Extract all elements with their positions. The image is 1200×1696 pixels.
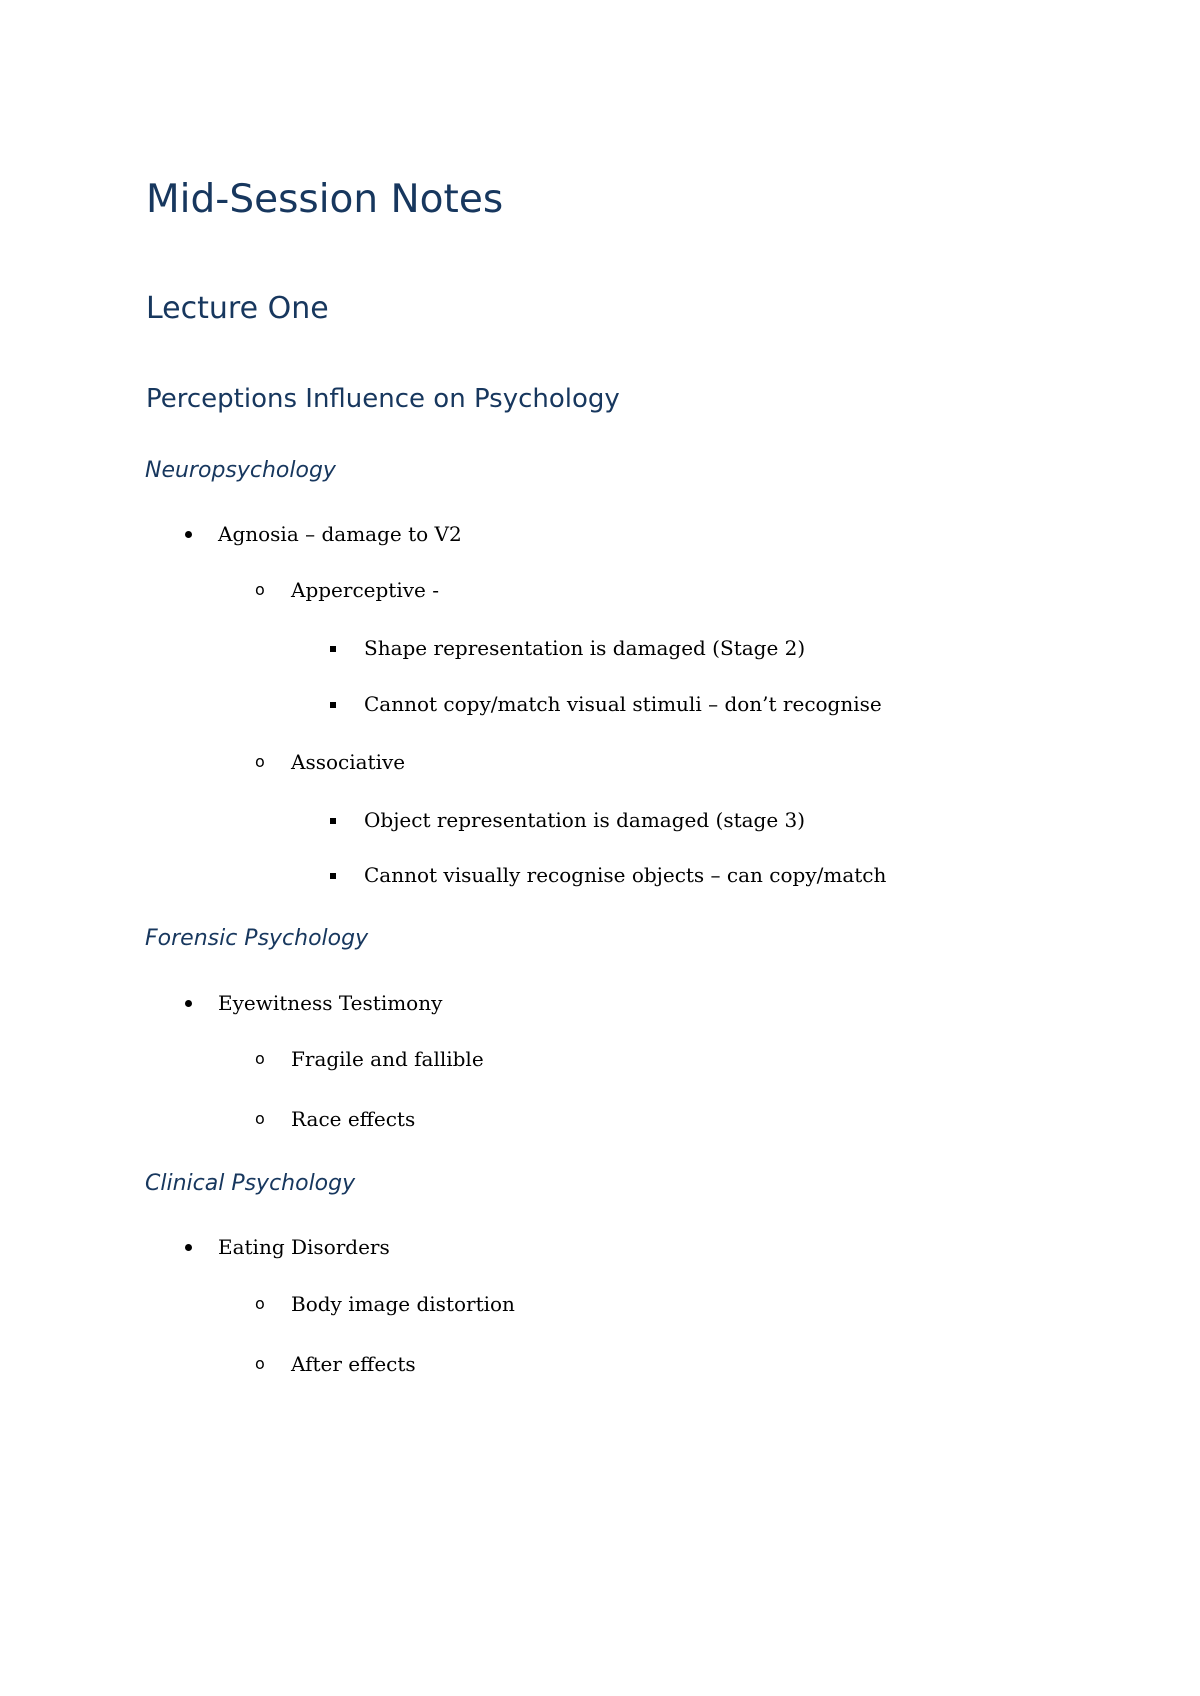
list-item-text: Shape representation is damaged (Stage 2)	[364, 636, 806, 660]
list-item-text: Agnosia – damage to V2	[218, 522, 462, 546]
bullet-circle-icon: o	[255, 1354, 265, 1373]
section-heading-neuropsychology: Neuropsychology	[145, 458, 336, 483]
list-item-text: Cannot copy/match visual stimuli – don’t recognise	[364, 692, 882, 716]
list-item-text: Eating Disorders	[218, 1235, 390, 1259]
section-heading-clinical: Clinical Psychology	[145, 1171, 356, 1196]
list-item-text: Fragile and fallible	[291, 1047, 484, 1071]
bullet-square-icon	[330, 818, 336, 824]
list-item-text: Race effects	[291, 1107, 416, 1131]
bullet-circle-icon: o	[255, 1294, 265, 1313]
bullet-dot-icon	[185, 1244, 192, 1251]
bullet-circle-icon: o	[255, 1049, 265, 1068]
list-item-text: Associative	[291, 750, 406, 774]
heading-lecture: Lecture One	[146, 291, 329, 326]
bullet-dot-icon	[185, 531, 192, 538]
list-item-text: Eyewitness Testimony	[218, 991, 443, 1015]
document-title: Mid-Session Notes	[146, 177, 504, 222]
list-item-text: Apperceptive -	[291, 578, 439, 602]
bullet-square-icon	[330, 702, 336, 708]
bullet-circle-icon: o	[255, 1109, 265, 1128]
bullet-circle-icon: o	[255, 580, 265, 599]
list-item-text: Cannot visually recognise objects – can copy/match	[364, 863, 887, 887]
section-heading-forensic: Forensic Psychology	[145, 926, 369, 951]
bullet-dot-icon	[185, 1000, 192, 1007]
bullet-square-icon	[330, 873, 336, 879]
heading-topic: Perceptions Influence on Psychology	[146, 384, 620, 414]
list-item-text: Body image distortion	[291, 1292, 515, 1316]
bullet-circle-icon: o	[255, 752, 265, 771]
list-item-text: Object representation is damaged (stage 3)	[364, 808, 806, 832]
list-item-text: After effects	[291, 1352, 416, 1376]
bullet-square-icon	[330, 646, 336, 652]
